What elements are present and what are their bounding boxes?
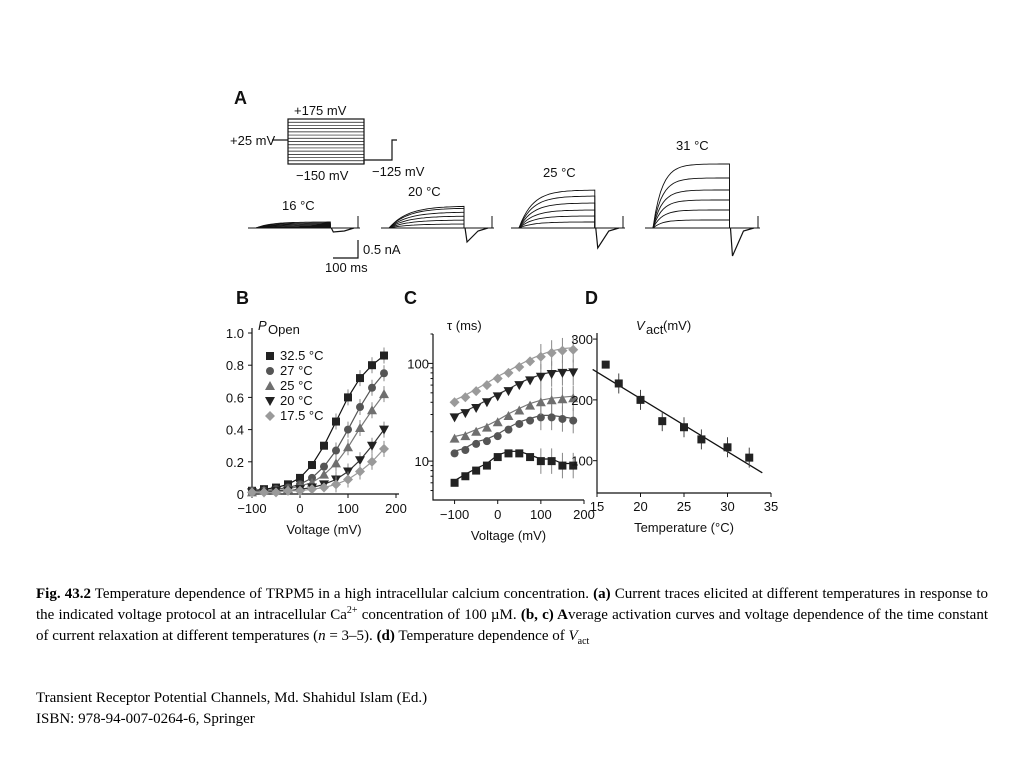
x-tick-label: 25 xyxy=(676,499,692,514)
data-point xyxy=(548,413,556,421)
data-point xyxy=(471,404,481,413)
panel-b xyxy=(226,288,407,537)
x-axis-label: Voltage (mV) xyxy=(470,528,547,543)
isbn-line: ISBN: 978-94-007-0264-6, Springer xyxy=(36,711,255,727)
y-axis-label: P xyxy=(258,318,267,333)
data-point xyxy=(368,361,376,369)
caption-text: verage activation curves and voltage dependence of the time constant of current relaxation at different temperatures ( xyxy=(36,607,989,644)
caption-part-label: (b, c) A xyxy=(520,607,568,623)
legend-entry: 27 °C xyxy=(280,363,313,378)
data-point xyxy=(526,453,534,461)
y-axis-label-sub: act xyxy=(646,322,664,337)
x-tick-label: 200 xyxy=(573,507,595,522)
x-tick-label: 0 xyxy=(296,501,304,516)
data-point xyxy=(494,453,502,461)
fit-curve xyxy=(252,373,384,491)
data-point xyxy=(724,443,732,451)
data-point xyxy=(461,472,469,480)
voltage-protocol xyxy=(272,119,397,164)
data-point xyxy=(569,417,577,425)
tail-current xyxy=(465,228,488,242)
panel-d xyxy=(571,288,778,535)
tail-current xyxy=(596,228,619,248)
x-tick-label: 100 xyxy=(337,501,359,516)
y-tick-label: 100 xyxy=(407,356,429,372)
caption-italic: V xyxy=(568,628,578,644)
panel-c xyxy=(404,288,595,543)
data-point xyxy=(319,483,329,493)
data-point xyxy=(536,373,546,382)
data-point xyxy=(602,361,610,369)
data-point xyxy=(472,467,480,475)
data-point xyxy=(482,380,492,390)
caption-superscript: 2+ xyxy=(346,605,358,616)
data-point xyxy=(568,368,578,377)
tail-current xyxy=(730,228,754,256)
y-axis-label-unit: (mV) xyxy=(663,318,692,333)
axis-line xyxy=(597,333,771,493)
x-tick-label: 15 xyxy=(589,499,605,514)
fit-curve xyxy=(455,451,574,480)
data-point xyxy=(379,426,389,435)
caption-italic: n xyxy=(318,628,326,644)
data-point xyxy=(367,405,377,414)
data-point xyxy=(355,423,365,432)
voltage-bottom-label: −150 mV xyxy=(296,168,349,183)
book-title: Transient Receptor Potential Channels, Md. Shahidul Islam (Ed.) xyxy=(36,690,428,706)
current-trace xyxy=(517,196,595,228)
chart-d xyxy=(571,318,778,535)
data-point xyxy=(265,397,275,406)
data-point xyxy=(505,426,513,434)
data-point xyxy=(615,379,623,387)
data-point xyxy=(368,384,376,392)
y-tick-label: 100 xyxy=(571,453,593,469)
data-point xyxy=(680,423,688,431)
current-trace xyxy=(517,203,595,228)
data-point xyxy=(266,352,274,360)
x-tick-label: −100 xyxy=(439,507,470,522)
y-tick-label: 0 xyxy=(236,487,244,502)
data-point xyxy=(472,440,480,448)
trace-temp-label: 25 °C xyxy=(543,165,576,180)
y-tick-label: 10 xyxy=(414,454,429,470)
x-tick-label: 20 xyxy=(633,499,648,514)
data-point xyxy=(547,348,557,358)
y-tick-label: 0.4 xyxy=(225,422,244,438)
data-point xyxy=(697,435,705,443)
panel-d-letter: D xyxy=(585,288,598,308)
data-point xyxy=(460,409,470,418)
chart-b xyxy=(226,318,407,537)
fit-curve xyxy=(455,415,574,451)
data-point xyxy=(494,432,502,440)
data-point xyxy=(483,462,491,470)
data-point xyxy=(504,387,514,396)
caption-part-label: (a) xyxy=(593,586,611,602)
data-point xyxy=(537,457,545,465)
data-point xyxy=(558,462,566,470)
data-point xyxy=(482,398,492,407)
source-info xyxy=(36,688,427,730)
chart-c xyxy=(407,318,595,543)
x-tick-label: 30 xyxy=(720,499,735,514)
caption-text: Current traces elicited at different temperatures in response to the indicated voltage protocol at an intracellular Ca xyxy=(36,586,988,623)
data-point xyxy=(658,417,666,425)
data-point xyxy=(451,479,459,487)
x-axis-label: Temperature (°C) xyxy=(634,520,734,535)
data-point xyxy=(265,411,275,421)
data-point xyxy=(320,463,328,471)
caption-text: concentration of 100 µM. xyxy=(357,607,521,623)
trace-temp-label: 20 °C xyxy=(408,184,441,199)
tail-voltage-label: −125 mV xyxy=(372,164,425,179)
data-point xyxy=(266,367,274,375)
current-trace xyxy=(651,200,730,228)
fit-curve xyxy=(455,370,574,415)
legend-entry: 32.5 °C xyxy=(280,348,324,363)
data-point xyxy=(332,418,340,426)
y-tick-label: 0.8 xyxy=(225,358,244,374)
tail-step xyxy=(364,140,397,164)
data-point xyxy=(379,389,389,398)
y-tick-label: 0.6 xyxy=(225,390,244,406)
data-point xyxy=(526,417,534,425)
y-tick-label: 300 xyxy=(571,332,593,348)
current-trace xyxy=(517,222,595,228)
x-tick-label: −100 xyxy=(237,501,267,516)
data-point xyxy=(320,442,328,450)
current-trace xyxy=(651,210,730,228)
panel-a-letter: A xyxy=(234,88,247,108)
tail-current xyxy=(331,228,354,232)
caption-subscript: act xyxy=(577,636,590,647)
y-tick-label: 0.2 xyxy=(225,454,244,470)
caption-text: Temperature dependence of xyxy=(394,628,569,644)
data-point xyxy=(547,370,557,379)
panel-b-letter: B xyxy=(236,288,249,308)
data-point xyxy=(380,369,388,377)
data-point xyxy=(344,426,352,434)
caption-part-label: (d) xyxy=(376,628,395,644)
data-point xyxy=(557,346,567,356)
y-axis-label-sub: Open xyxy=(268,322,300,337)
x-axis-label: Voltage (mV) xyxy=(286,522,362,537)
panel-c-letter: C xyxy=(404,288,417,308)
data-point xyxy=(547,395,557,404)
x-tick-label: 35 xyxy=(763,499,779,514)
scale-time-label: 100 ms xyxy=(325,260,368,275)
trace-temp-label: 16 °C xyxy=(282,198,315,213)
trace-temp-label: 31 °C xyxy=(676,138,709,153)
data-point xyxy=(525,376,535,385)
data-point xyxy=(557,394,567,403)
legend-entry: 25 °C xyxy=(280,378,313,393)
caption-text: = 3–5). xyxy=(325,628,377,644)
fit-curve xyxy=(252,356,384,491)
holding-voltage-label: +25 mV xyxy=(230,133,276,148)
data-point xyxy=(265,381,275,390)
data-point xyxy=(332,447,340,455)
data-point xyxy=(343,442,353,451)
panel-a xyxy=(230,88,760,275)
fit-curve xyxy=(252,430,384,493)
data-point xyxy=(505,449,513,457)
data-point xyxy=(308,461,316,469)
data-point xyxy=(515,420,523,428)
legend-entry: 17.5 °C xyxy=(280,408,324,423)
legend-entry: 20 °C xyxy=(280,393,313,408)
data-point xyxy=(483,437,491,445)
data-point xyxy=(515,449,523,457)
y-tick-label: 1.0 xyxy=(225,326,244,341)
data-point xyxy=(343,475,353,485)
voltage-top-label: +175 mV xyxy=(294,103,347,118)
data-point xyxy=(558,415,566,423)
scale-current-label: 0.5 nA xyxy=(363,242,401,257)
figure-label: Fig. 43.2 xyxy=(36,586,91,602)
current-trace xyxy=(651,220,730,228)
data-point xyxy=(745,454,753,462)
data-point xyxy=(461,446,469,454)
y-axis-label: V xyxy=(636,318,645,333)
y-tick-label: 200 xyxy=(571,392,593,408)
data-point xyxy=(331,458,341,467)
data-point xyxy=(557,369,567,378)
x-tick-label: 100 xyxy=(530,507,552,522)
data-point xyxy=(637,396,645,404)
data-point xyxy=(450,413,460,422)
x-tick-label: 0 xyxy=(494,507,502,522)
data-point xyxy=(344,393,352,401)
data-point xyxy=(548,457,556,465)
caption-text: Temperature dependence of TRPM5 in a high intracellular calcium concentration. xyxy=(90,586,594,602)
y-axis-label: τ (ms) xyxy=(447,318,482,333)
figure-caption xyxy=(36,584,988,647)
data-point xyxy=(451,449,459,457)
data-point xyxy=(356,374,364,382)
x-tick-label: 200 xyxy=(385,501,407,516)
data-point xyxy=(380,352,388,360)
data-point xyxy=(450,434,460,443)
scale-bar xyxy=(333,240,358,258)
data-point xyxy=(356,403,364,411)
